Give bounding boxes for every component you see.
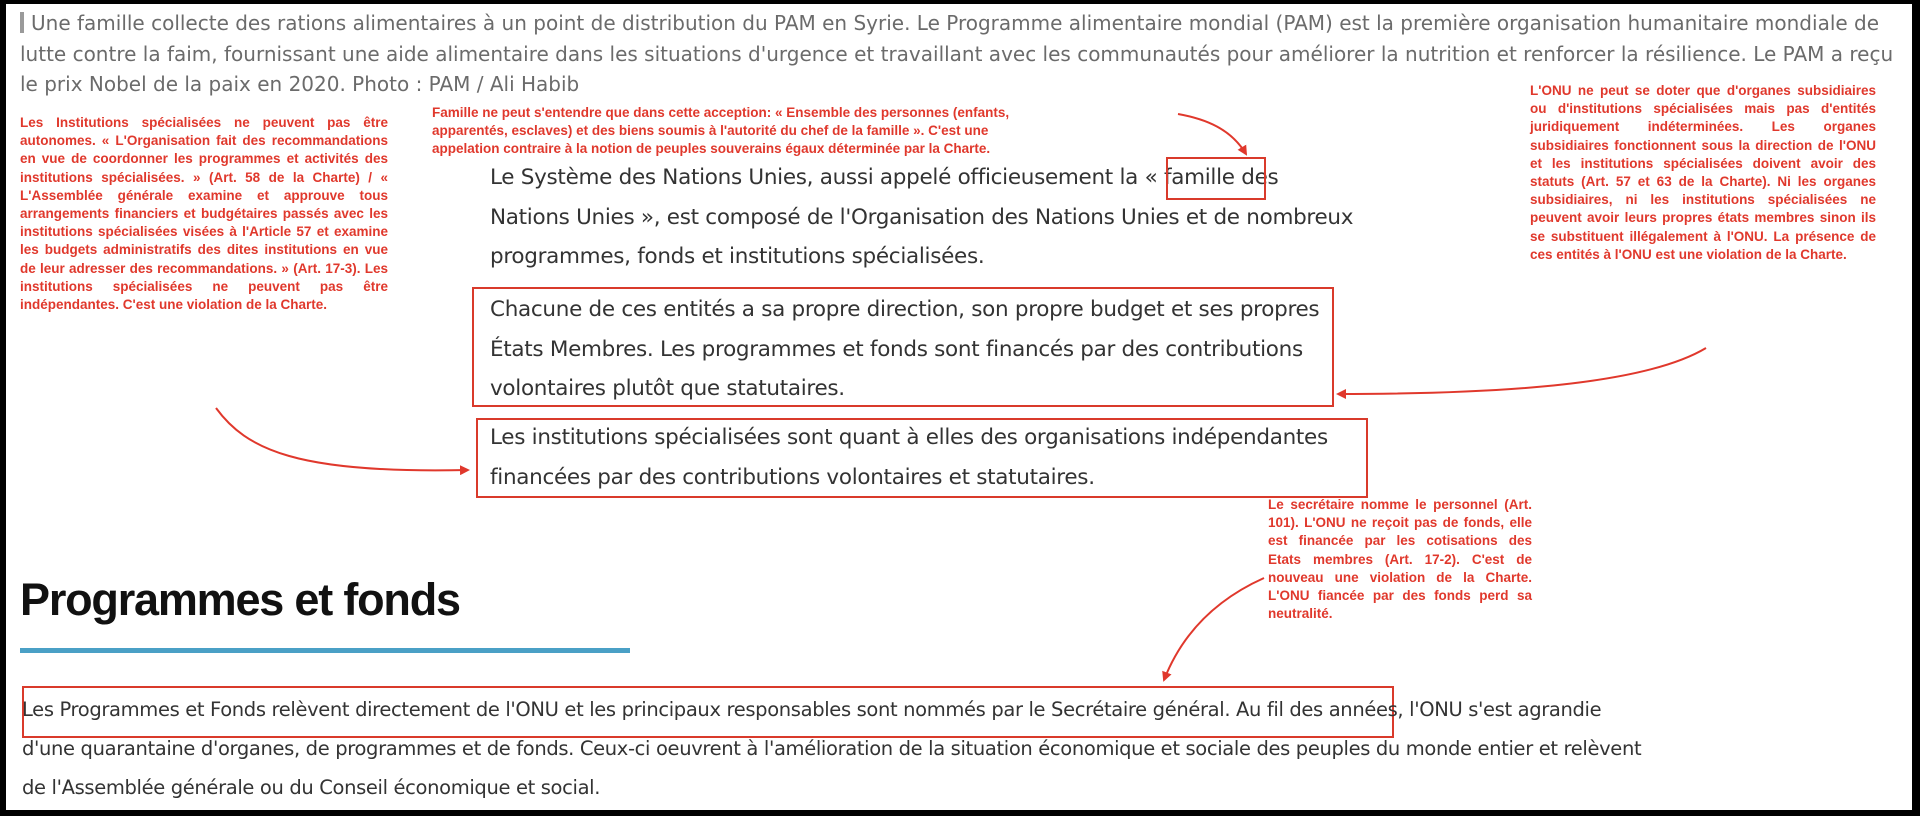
annotation-top-line: apparentés, esclaves) et des biens soumis à l'autorité du chef de la famille ». C'est une bbox=[432, 123, 989, 139]
paragraph-line: États Membres. Les programmes et fonds sont financés par des contributions bbox=[490, 336, 1303, 362]
paragraph-line: d'une quarantaine d'organes, de programmes et de fonds. Ceux-ci oeuvrent à l'amélioration de la situation économique et sociale des peuples du monde entier et relèvent bbox=[22, 737, 1642, 760]
article-page bbox=[6, 4, 1912, 810]
famille-highlight: « famille bbox=[1144, 165, 1242, 190]
annotation-left: Les Institutions spécialisées ne peuvent pas être autonomes. « L'Organisation fait des recommandations en vue de coordonner les programmes et activités des institutions spécialisées. » (Art. 58 de la Charte) / « L'Assemblée générale examine et approuve tous arrangements financiers et budgétaires passés avec les institutions spécialisées visées à l'Article 57 et examine les budgets administratifs des dites institutions en vue de leur adresser des recommandations. » (Art. 17-3). Les institutions spécialisées ne peuvent pas être indépendantes. C'est une violation de la Charte. bbox=[20, 115, 388, 313]
annotation-right: L'ONU ne peut se doter que d'organes subsidiaires ou d'institutions spécialisées mais pas d'entités juridiquement indéterminées. Les organes subsidiaires fonctionnent sous la direction de l'ONU et les institutions spécialisées doivent avoir des statuts (Art. 57 et 63 de la Charte). Ni les organes subsidiaires, ni les institutions spécialisées ne peuvent avoir leurs propres états membres sinon ils se substituent illégalement à l'ONU. La présence de ces entités à l'ONU est une violation de la Charte. bbox=[1530, 83, 1876, 262]
annotation-arrows bbox=[6, 4, 1912, 810]
paragraph-line: financées par des contributions volontaires et statutaires. bbox=[490, 464, 1095, 490]
annotation-top-line: appelation contraire à la notion de peuples souverains égaux déterminée par la Charte. bbox=[432, 141, 991, 157]
paragraph-line: Chacune de ces entités a sa propre direction, son propre budget et ses propres bbox=[490, 297, 1320, 322]
paragraph-line: Les Programmes et Fonds relèvent directement de l'ONU et les principaux responsables sont nommés par le Secrétaire général. Au fil des années, l'ONU s'est agrandie bbox=[22, 698, 1602, 721]
caption-text: Une famille collecte des rations alimentaires à un point de distribution du PAM en Syrie. Le Programme alimentaire mondial (PAM) est la première organisation humanitaire mondiale de lutte contre la faim, fournissant une aide alimentaire dans les situations d'urgence et travaillant avec les communautés pour améliorer la nutrition et renforcer la résilience. Le PAM a reçu le prix Nobel de la paix en 2020. Photo : PAM / Ali Habib bbox=[20, 11, 1894, 96]
arrow-right-to-entities bbox=[1338, 348, 1706, 394]
paragraph-line: de l'Assemblée générale ou du Conseil économique et social. bbox=[22, 776, 601, 799]
paragraph-text: Le Système des Nations Unies, aussi appelé officieusement la bbox=[490, 165, 1145, 190]
arrow-middle-to-section bbox=[1164, 578, 1264, 680]
paragraph-line: Les institutions spécialisées sont quant à elles des organisations indépendantes bbox=[490, 425, 1328, 450]
section-heading: Programmes et fonds bbox=[20, 574, 460, 625]
annotation-top-line: Famille ne peut s'entendre que dans cette acception: « Ensemble des personnes (enfants, bbox=[432, 105, 1010, 120]
arrow-top-to-famille bbox=[1178, 114, 1246, 154]
paragraph-line: programmes, fonds et institutions spécialisées. bbox=[490, 244, 985, 269]
paragraph-line: Nations Unies », est composé de l'Organisation des Nations Unies et de nombreux bbox=[490, 204, 1354, 230]
paragraph-line: volontaires plutôt que statutaires. bbox=[490, 376, 845, 401]
annotation-middle-right: Le secrétaire nomme le personnel (Art. 101). L'ONU ne reçoit pas de fonds, elle est financée par les cotisations des Etats membres (Art. 17-2). C'est de nouveau une violation de la Charte. L'ONU fiancée par des fonds perd sa neutralité. bbox=[1268, 497, 1532, 622]
paragraph-text: des bbox=[1241, 165, 1279, 190]
arrow-left-to-institutions bbox=[216, 408, 468, 470]
